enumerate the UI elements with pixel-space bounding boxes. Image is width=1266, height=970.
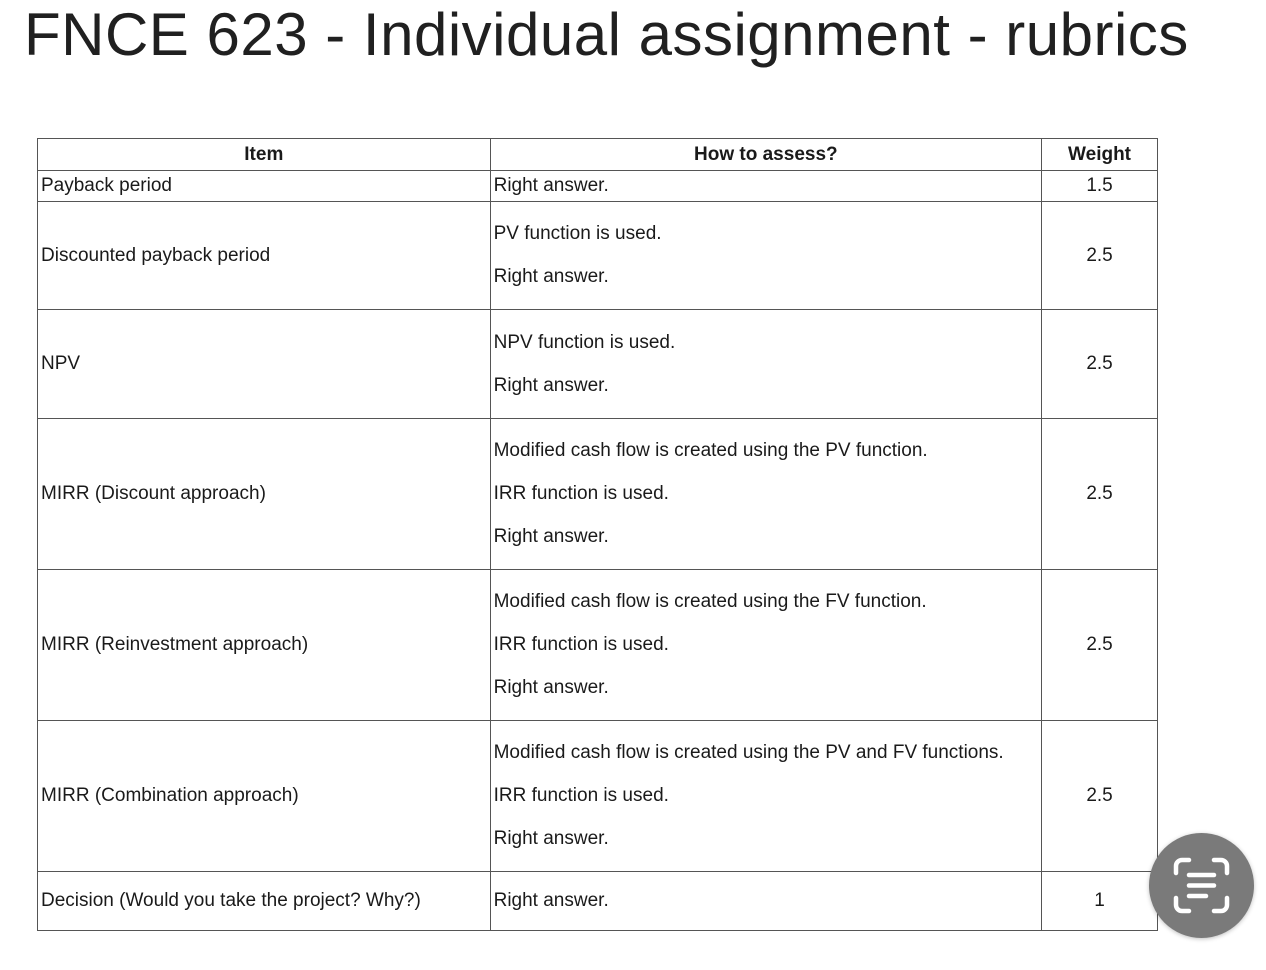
criterion: Right answer. [493,677,609,698]
item-cell: Payback period [38,171,491,202]
table-row [38,872,1158,931]
item-cell: Discounted payback period [38,202,491,310]
table-row [38,171,1158,202]
weight-cell: 1 [1042,872,1158,931]
criterion: Modified cash flow is created using the PV function. [493,440,928,461]
criterion: Right answer. [493,266,609,287]
criterion: Right answer. [493,828,609,849]
column-header-item: Item [38,139,491,171]
weight-cell: 2.5 [1042,310,1158,419]
assess-cell [490,570,1041,721]
item-cell: MIRR (Reinvestment approach) [38,570,491,721]
criterion: IRR function is used. [493,785,669,806]
criterion: Right answer. [493,175,609,196]
criterion: PV function is used. [493,223,662,244]
criterion: Right answer. [493,374,609,396]
table-row [38,570,1158,721]
criterion: Right answer. [493,526,609,547]
weight-cell: 2.5 [1042,721,1158,872]
assess-cell [490,310,1041,419]
table-row [38,721,1158,872]
table-header-row [38,139,1158,171]
item-cell: MIRR (Combination approach) [38,721,491,872]
assess-cell [490,419,1041,570]
table-row [38,202,1158,310]
criterion: IRR function is used. [493,634,669,655]
table-row [38,310,1158,419]
weight-cell: 1.5 [1042,171,1158,202]
table-row [38,419,1158,570]
weight-cell: 2.5 [1042,419,1158,570]
item-cell: Decision (Would you take the project? Why?) [38,872,491,931]
criterion: Modified cash flow is created using the FV function. [493,591,927,612]
live-text-scan-icon [1173,857,1230,914]
weight-cell: 2.5 [1042,570,1158,721]
assess-cell [490,872,1041,931]
assess-cell [490,202,1041,310]
criterion: Modified cash flow is created using the PV and FV functions. [493,742,1004,763]
assess-cell [490,721,1041,872]
column-header-how-to-assess: How to assess? [490,139,1041,171]
criterion: IRR function is used. [493,483,669,504]
rubric-table [37,138,1158,931]
live-text-scan-button[interactable] [1149,833,1254,938]
item-cell: MIRR (Discount approach) [38,419,491,570]
criterion: NPV function is used. [493,331,676,353]
criterion: Right answer. [493,890,609,911]
column-header-weight: Weight [1042,139,1158,171]
assess-cell [490,171,1041,202]
weight-cell: 2.5 [1042,202,1158,310]
page-title: FNCE 623 - Individual assignment - rubrics [24,1,1189,68]
item-cell: NPV [38,310,491,419]
